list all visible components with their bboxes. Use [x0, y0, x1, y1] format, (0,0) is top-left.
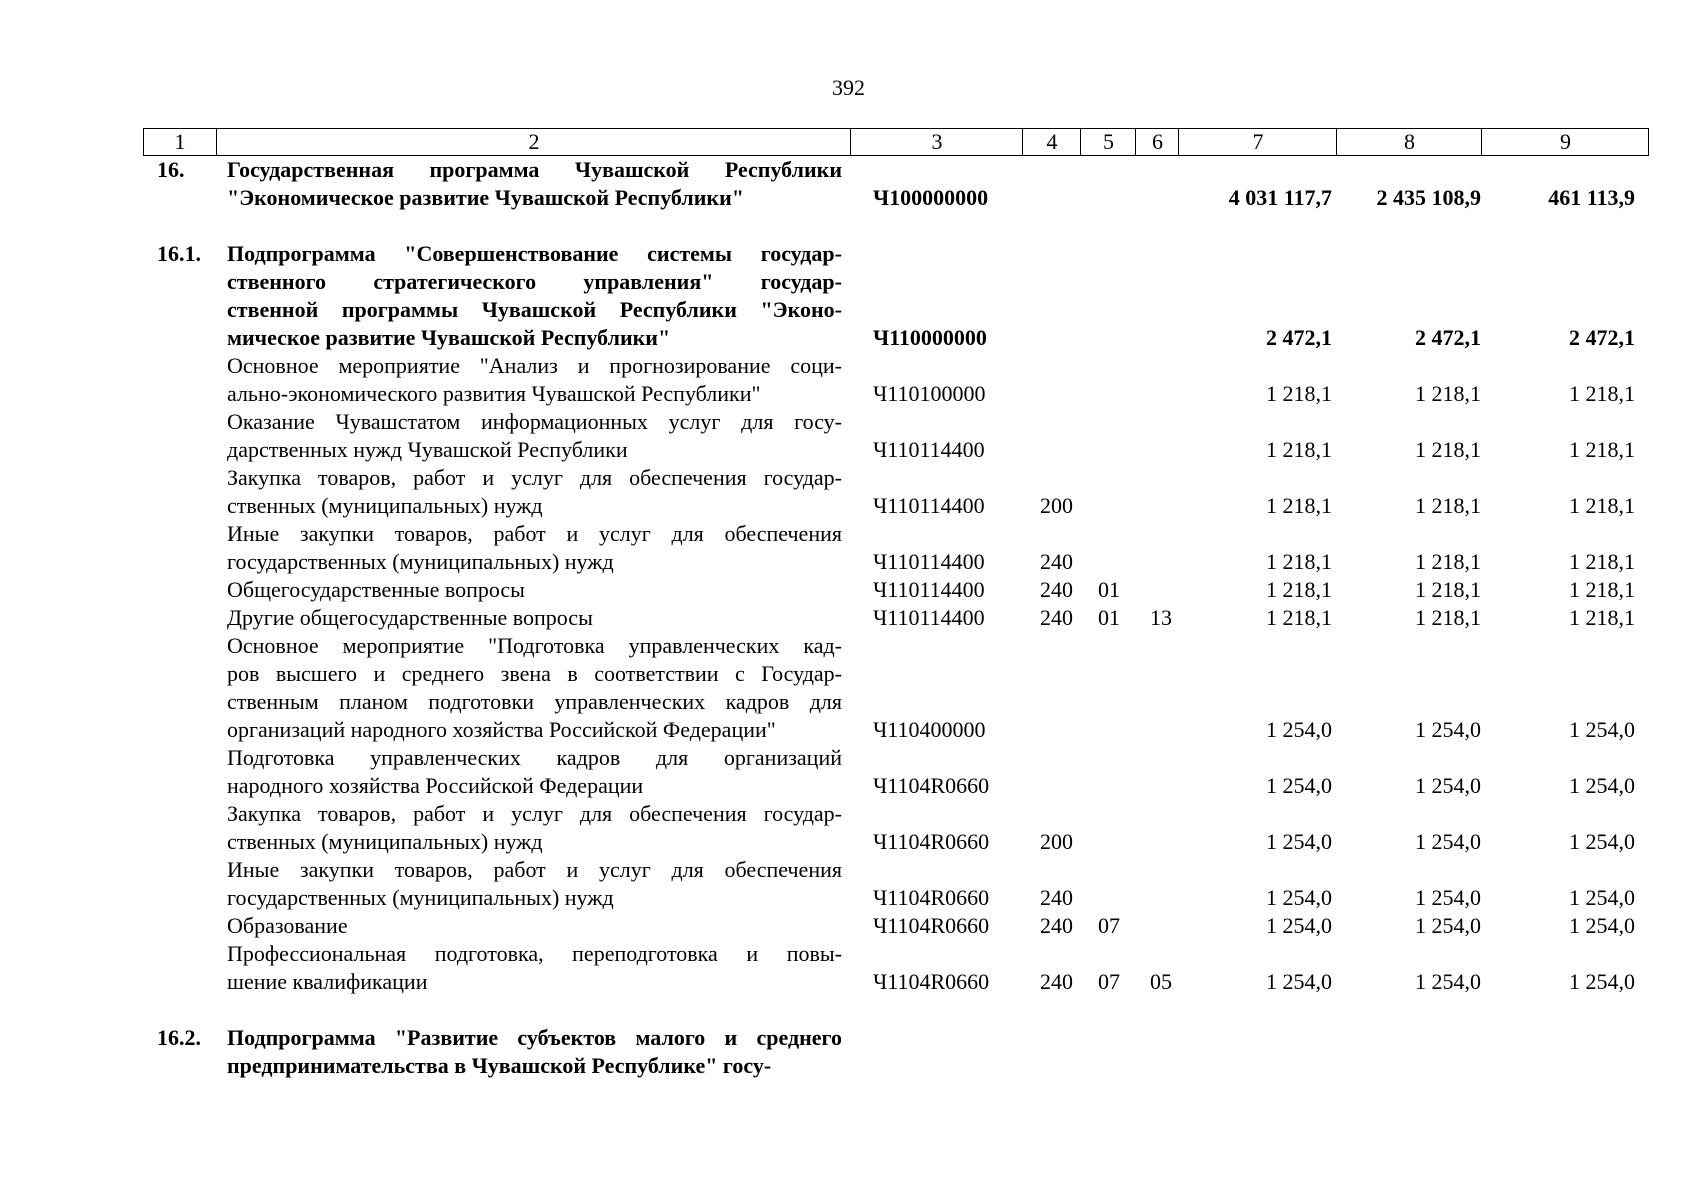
amount-col-8: 1 218,1 [1415, 381, 1481, 406]
expense-type-code: 240 [1040, 969, 1073, 994]
table-row [0, 940, 1697, 996]
row-description-line: Подготовка управленческих кадров для организаций [227, 745, 842, 770]
target-article-code: Ч100000000 [873, 185, 989, 210]
row-description-line: Общегосударственные вопросы [227, 577, 525, 602]
row-description [227, 240, 842, 352]
row-description [227, 800, 842, 856]
row-description-line: Основное мероприятие "Подготовка управленческих кад- [227, 633, 842, 658]
row-description-line: ственной программы Чувашской Республики "Эконо- [227, 297, 842, 322]
row-description-line: Подпрограмма "Совершенствование системы государ- [227, 241, 842, 266]
row-description [227, 1024, 842, 1080]
row-description-line: Государственная программа Чувашской Республики [227, 157, 842, 182]
amount-col-7: 1 218,1 [1266, 381, 1332, 406]
table-row [0, 604, 1697, 632]
row-description-line: Иные закупки товаров, работ и услуг для обеспечения [227, 857, 842, 882]
table-row [0, 408, 1697, 464]
header-col-6: 6 [1135, 129, 1179, 155]
amount-col-7: 2 472,1 [1266, 325, 1332, 350]
subsection-code: 13 [1150, 605, 1172, 630]
row-description-line: Оказание Чувашстатом информационных услуг для госу- [227, 409, 842, 434]
amount-col-9: 1 218,1 [1569, 437, 1635, 462]
amount-col-7: 1 218,1 [1266, 493, 1332, 518]
amount-col-9: 1 254,0 [1569, 773, 1635, 798]
row-description-line: Основное мероприятие "Анализ и прогнозирование соци- [227, 353, 842, 378]
amount-col-7: 1 254,0 [1266, 773, 1332, 798]
row-description-line: мическое развитие Чувашской Республики" [227, 325, 671, 350]
amount-col-8: 1 254,0 [1415, 829, 1481, 854]
expense-type-code: 240 [1040, 549, 1073, 574]
amount-col-9: 1 254,0 [1569, 717, 1635, 742]
header-col-2: 2 [216, 129, 851, 155]
amount-col-9: 1 254,0 [1569, 885, 1635, 910]
table-row [0, 912, 1697, 940]
header-col-9: 9 [1481, 129, 1649, 155]
amount-col-7: 1 218,1 [1266, 437, 1332, 462]
row-description-line: Профессиональная подготовка, переподготовка и повы- [227, 941, 842, 966]
amount-col-7: 4 031 117,7 [1228, 185, 1332, 210]
row-description-line: "Экономическое развитие Чувашской Республики" [227, 185, 744, 210]
row-description-line: ров высшего и среднего звена в соответствии с Государ- [227, 661, 842, 686]
row-description-line: народного хозяйства Российской Федерации [227, 773, 644, 798]
amount-col-8: 1 218,1 [1415, 577, 1481, 602]
amount-col-9: 1 254,0 [1569, 829, 1635, 854]
section-code: 07 [1098, 969, 1120, 994]
header-col-4: 4 [1022, 129, 1081, 155]
target-article-code: Ч110114400 [873, 437, 985, 462]
row-description-line: организаций народного хозяйства Российской Федерации" [227, 717, 776, 742]
amount-col-7: 1 254,0 [1266, 829, 1332, 854]
row-description [227, 744, 842, 800]
amount-col-8: 1 254,0 [1415, 969, 1481, 994]
amount-col-9: 2 472,1 [1569, 325, 1635, 350]
page-number: 392 [832, 75, 865, 100]
amount-col-9: 1 218,1 [1569, 605, 1635, 630]
target-article-code: Ч1104R0660 [873, 773, 990, 798]
row-description [227, 464, 842, 520]
row-description-line: Образование [227, 913, 348, 938]
row-description-line: государственных (муниципальных) нужд [227, 549, 614, 574]
amount-col-7: 1 218,1 [1266, 605, 1332, 630]
header-col-3: 3 [850, 129, 1023, 155]
row-description-line: ственным планом подготовки управленческих кадров для [227, 689, 842, 714]
row-number: 16.2. [157, 1025, 201, 1050]
table-row [0, 632, 1697, 744]
table-row [0, 1024, 1697, 1080]
row-description-line: ственных (муниципальных) нужд [227, 829, 543, 854]
amount-col-9: 1 218,1 [1569, 493, 1635, 518]
row-description [227, 912, 842, 940]
table-row [0, 352, 1697, 408]
expense-type-code: 240 [1040, 913, 1073, 938]
row-description [227, 856, 842, 912]
row-description [227, 576, 842, 604]
row-description-line: дарственных нужд Чувашской Республики [227, 437, 628, 462]
table-row [0, 800, 1697, 856]
amount-col-7: 1 254,0 [1266, 717, 1332, 742]
table-header [143, 128, 1649, 156]
target-article-code: Ч1104R0660 [873, 913, 990, 938]
header-col-8: 8 [1336, 129, 1482, 155]
amount-col-8: 2 472,1 [1415, 325, 1481, 350]
amount-col-7: 1 254,0 [1266, 913, 1332, 938]
row-description [227, 520, 842, 576]
row-spacer [0, 212, 1697, 240]
target-article-code: Ч110100000 [873, 381, 986, 406]
table-row [0, 744, 1697, 800]
amount-col-9: 461 113,9 [1548, 185, 1635, 210]
header-col-7: 7 [1178, 129, 1337, 155]
header-col-1: 1 [174, 129, 186, 154]
amount-col-7: 1 218,1 [1266, 549, 1332, 574]
amount-col-9: 1 218,1 [1569, 577, 1635, 602]
table-row [0, 156, 1697, 212]
row-description-line: государственных (муниципальных) нужд [227, 885, 614, 910]
row-description [227, 632, 842, 744]
table-row [0, 856, 1697, 912]
amount-col-8: 1 254,0 [1415, 717, 1481, 742]
target-article-code: Ч110000000 [873, 325, 987, 350]
section-code: 01 [1098, 605, 1120, 630]
expense-type-code: 200 [1040, 829, 1073, 854]
target-article-code: Ч110400000 [873, 717, 986, 742]
target-article-code: Ч1104R0660 [873, 969, 990, 994]
expense-type-code: 240 [1040, 605, 1073, 630]
expense-type-code: 240 [1040, 577, 1073, 602]
amount-col-9: 1 218,1 [1569, 549, 1635, 574]
expense-type-code: 200 [1040, 493, 1073, 518]
amount-col-8: 1 218,1 [1415, 437, 1481, 462]
target-article-code: Ч1104R0660 [873, 885, 990, 910]
section-code: 07 [1098, 913, 1120, 938]
row-spacer [0, 996, 1697, 1024]
amount-col-7: 1 254,0 [1266, 969, 1332, 994]
row-description [227, 156, 842, 212]
table-row [0, 240, 1697, 352]
row-description-line: ственного стратегического управления" государ- [227, 269, 842, 294]
budget-table-body [0, 156, 1697, 1080]
row-description-line: предпринимательства в Чувашской Республике" госу- [227, 1053, 772, 1078]
target-article-code: Ч110114400 [873, 493, 985, 518]
row-description-line: ственных (муниципальных) нужд [227, 493, 543, 518]
table-row [0, 464, 1697, 520]
row-number: 16. [157, 157, 185, 182]
row-number: 16.1. [157, 241, 201, 266]
expense-type-code: 240 [1040, 885, 1073, 910]
row-description [227, 352, 842, 408]
row-description-line: Другие общегосударственные вопросы [227, 605, 593, 630]
target-article-code: Ч110114400 [873, 549, 985, 574]
amount-col-8: 2 435 108,9 [1376, 185, 1481, 210]
subsection-code: 05 [1150, 969, 1172, 994]
amount-col-8: 1 218,1 [1415, 549, 1481, 574]
row-description [227, 604, 842, 632]
target-article-code: Ч110114400 [873, 577, 985, 602]
row-description-line: ально-экономического развития Чувашской Республики" [227, 381, 761, 406]
row-description-line: Подпрограмма "Развитие субъектов малого и среднего [227, 1025, 842, 1050]
amount-col-7: 1 218,1 [1266, 577, 1332, 602]
amount-col-9: 1 254,0 [1569, 913, 1635, 938]
row-description [227, 408, 842, 464]
row-description-line: Закупка товаров, работ и услуг для обеспечения государ- [227, 801, 842, 826]
table-row [0, 520, 1697, 576]
section-code: 01 [1098, 577, 1120, 602]
row-description [227, 940, 842, 996]
amount-col-9: 1 218,1 [1569, 381, 1635, 406]
target-article-code: Ч1104R0660 [873, 829, 990, 854]
amount-col-8: 1 254,0 [1415, 885, 1481, 910]
amount-col-8: 1 218,1 [1415, 493, 1481, 518]
table-row [0, 576, 1697, 604]
amount-col-9: 1 254,0 [1569, 969, 1635, 994]
row-description-line: Иные закупки товаров, работ и услуг для обеспечения [227, 521, 842, 546]
amount-col-8: 1 254,0 [1415, 773, 1481, 798]
header-col-5: 5 [1080, 129, 1136, 155]
row-description-line: шение квалификации [227, 969, 428, 994]
row-description-line: Закупка товаров, работ и услуг для обеспечения государ- [227, 465, 842, 490]
amount-col-7: 1 254,0 [1266, 885, 1332, 910]
amount-col-8: 1 254,0 [1415, 913, 1481, 938]
amount-col-8: 1 218,1 [1415, 605, 1481, 630]
target-article-code: Ч110114400 [873, 605, 985, 630]
